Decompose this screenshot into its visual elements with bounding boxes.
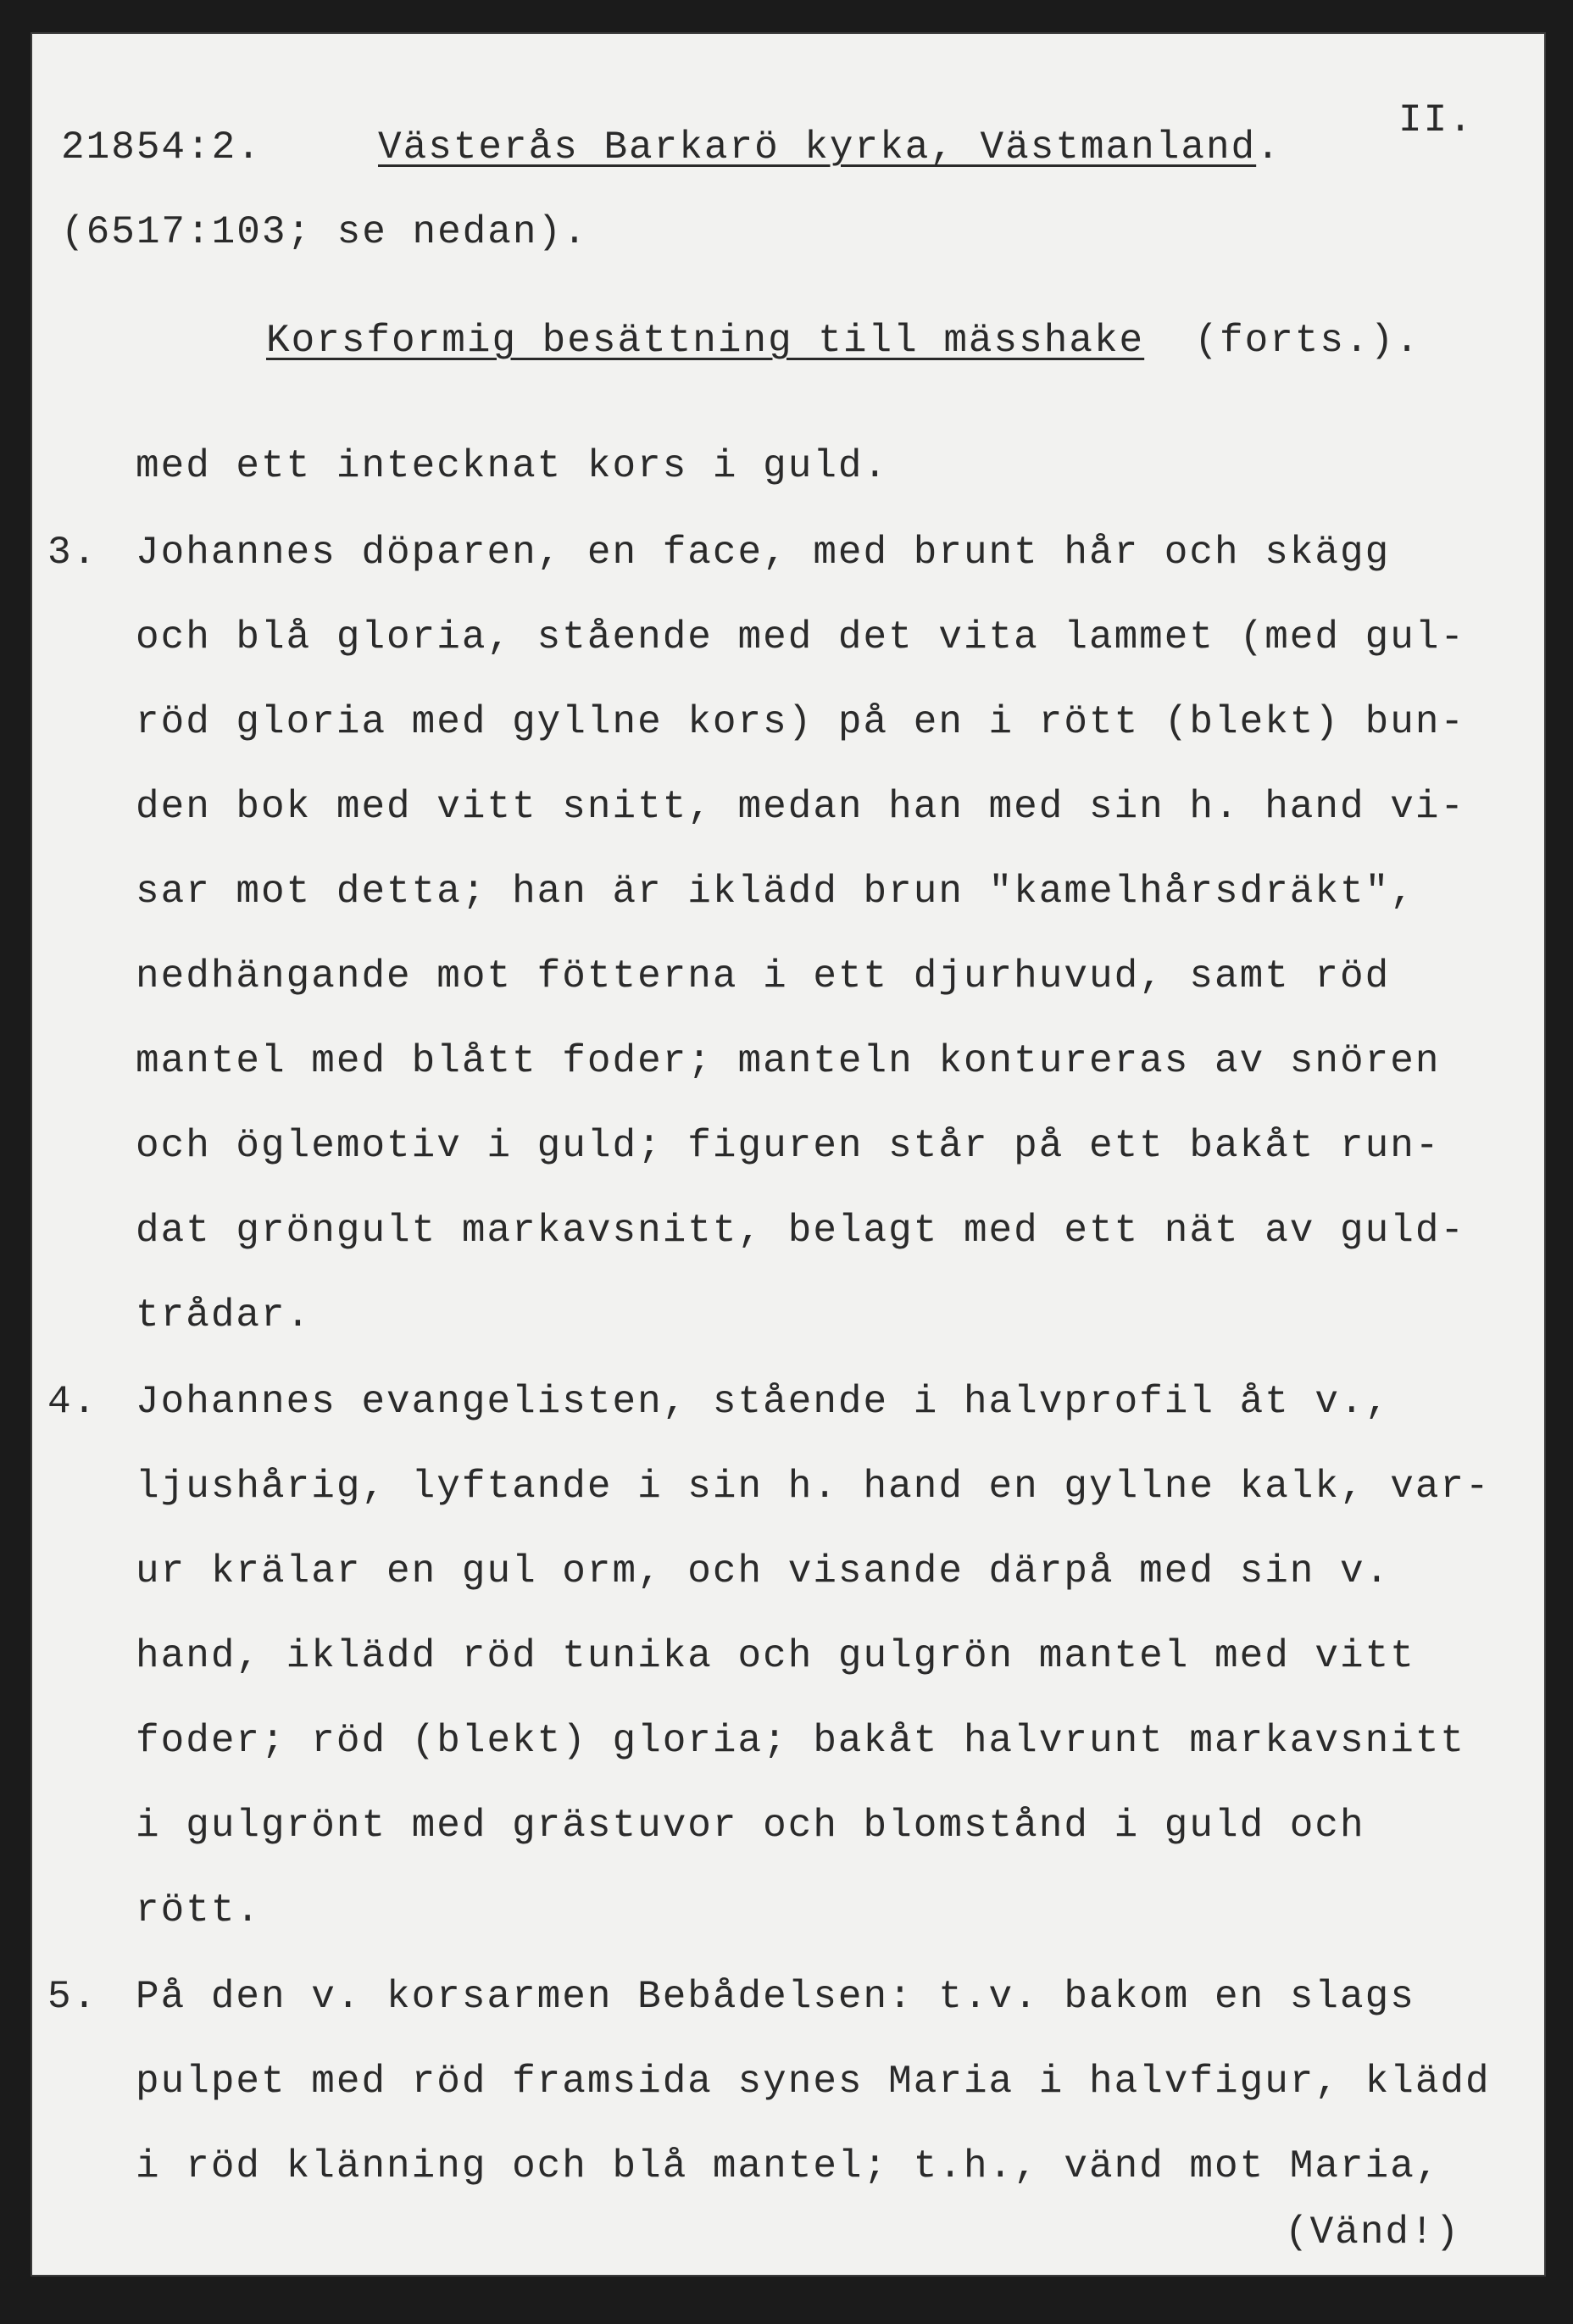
- catalog-number: 21854:2.: [61, 125, 262, 170]
- item-number: 4.: [47, 1380, 98, 1424]
- item-number: 3.: [47, 531, 98, 575]
- body-line: den bok med vitt snitt, medan han med sin h. hand vi-: [136, 785, 1466, 829]
- subtitle-suffix: [1144, 319, 1194, 363]
- body-line: ur krälar en gul orm, och visande därpå med sin v.: [136, 1549, 1391, 1593]
- body-line: och blå gloria, stående med det vita lammet (med gul-: [136, 615, 1466, 659]
- body-line: foder; röd (blekt) gloria; bakåt halvrunt markavsnitt: [136, 1719, 1466, 1763]
- body-line: hand, iklädd röd tunika och gulgrön mantel med vitt: [136, 1634, 1415, 1678]
- catalog-card: [31, 32, 1546, 2277]
- body-line: ljushårig, lyftande i sin h. hand en gyllne kalk, var-: [136, 1465, 1491, 1509]
- body-line: sar mot detta; han är iklädd brun "kamelhårsdräkt",: [136, 870, 1415, 914]
- body-line: i röd klänning och blå mantel; t.h., vänd mot Maria,: [136, 2144, 1441, 2188]
- location-name: Västerås Barkarö kyrka, Västmanland: [378, 125, 1257, 170]
- turn-over-note: (Vänd!): [1285, 2210, 1461, 2255]
- body-line: och öglemotiv i guld; figuren står på ett bakåt run-: [136, 1124, 1441, 1168]
- location-title: [378, 124, 1281, 171]
- item-number: 5.: [47, 1975, 98, 2019]
- body-line: pulpet med röd framsida synes Maria i halvfigur, klädd: [136, 2060, 1491, 2104]
- body-line: Johannes döparen, en face, med brunt hår och skägg: [136, 531, 1391, 575]
- location-period: .: [1256, 125, 1281, 170]
- body-line: med ett intecknat kors i guld.: [136, 444, 889, 488]
- section-subtitle: [266, 317, 1420, 364]
- body-line: trådar.: [136, 1293, 312, 1337]
- body-line: rött.: [136, 1888, 262, 1932]
- reference: (6517:103; se nedan).: [61, 210, 588, 254]
- page-numeral: II.: [1398, 98, 1474, 142]
- body-line: nedhängande mot fötterna i ett djurhuvud, samt röd: [136, 954, 1391, 998]
- subtitle-main: Korsformig besättning till mässhake: [266, 319, 1145, 363]
- body-line: dat gröngult markavsnitt, belagt med ett nät av guld-: [136, 1209, 1466, 1253]
- subtitle-forts: (forts.).: [1194, 319, 1420, 363]
- body-line: mantel med blått foder; manteln kontureras av snören: [136, 1039, 1441, 1083]
- body-line: Johannes evangelisten, stående i halvprofil åt v.,: [136, 1380, 1391, 1424]
- body-line: i gulgrönt med grästuvor och blomstånd i guld och: [136, 1804, 1365, 1848]
- body-line: På den v. korsarmen Bebådelsen: t.v. bakom en slags: [136, 1975, 1415, 2019]
- body-line: röd gloria med gyllne kors) på en i rött (blekt) bun-: [136, 700, 1466, 744]
